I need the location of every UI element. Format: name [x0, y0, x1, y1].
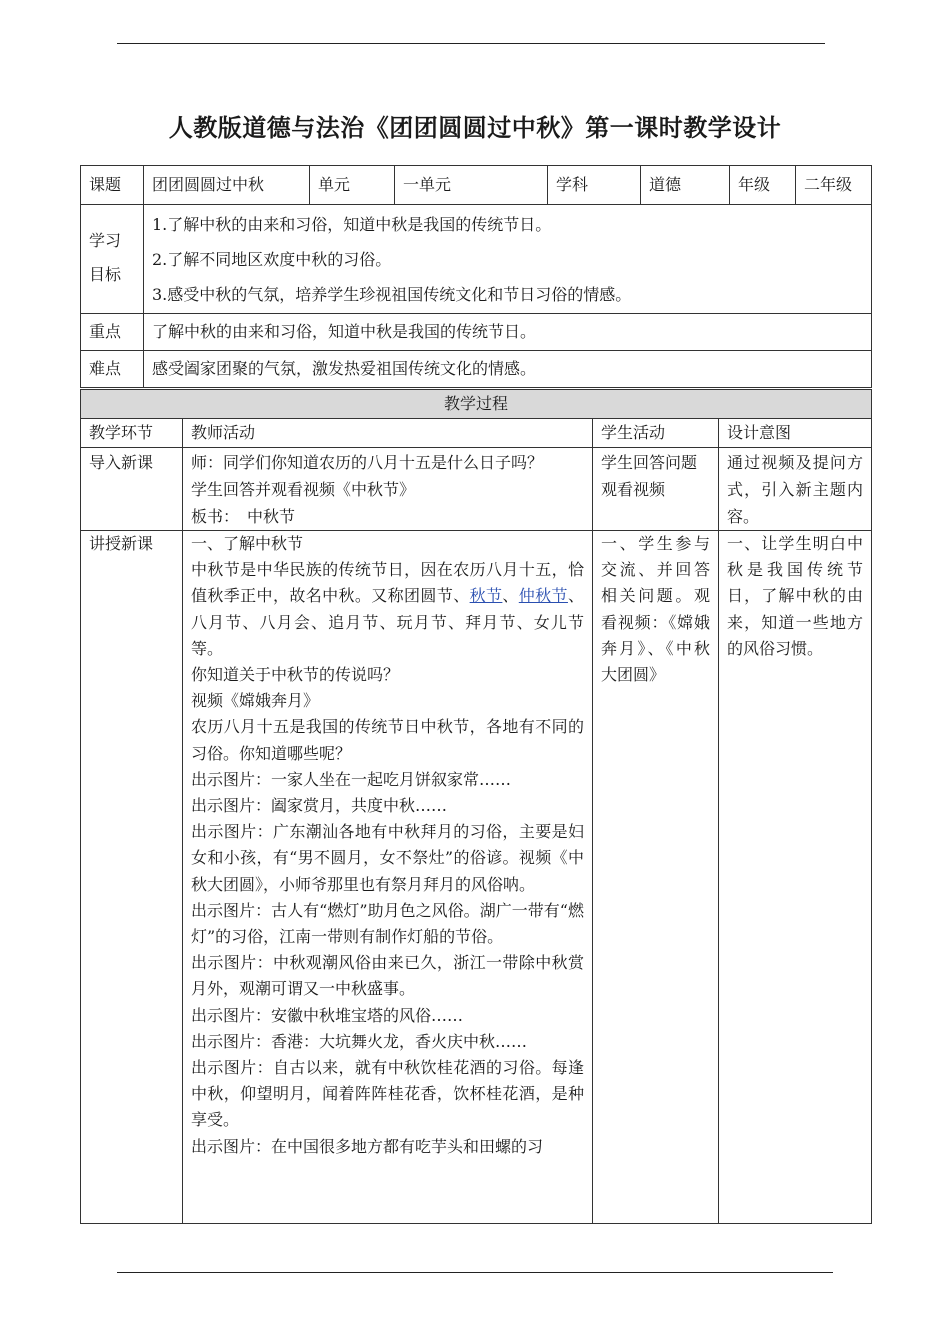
main-row [81, 531, 872, 1224]
goals-label [81, 205, 144, 314]
intro-student-line: 学生回答问题 [601, 453, 698, 472]
main-teacher-line: 出示图片：阖家赏月，共度中秋…… [191, 796, 448, 816]
subject-value: 道德 [641, 166, 730, 205]
difficulty-label: 难点 [81, 351, 144, 388]
main-teacher-line: 出示图片：古人有“燃灯”助月色之风俗。湖广一带有“燃灯”的习俗，江南一带则有制作灯船的节俗。 [191, 900, 584, 947]
intro-teacher-line: 板书： 中秋节 [191, 507, 296, 526]
intro-row [81, 448, 872, 531]
key-point-row [81, 314, 872, 351]
unit-value: 一单元 [395, 166, 548, 205]
intro-teacher [183, 448, 593, 531]
intro-student [593, 448, 719, 531]
intro-teacher-line: 师：同学们你知道农历的八月十五是什么日子吗？ [191, 453, 544, 472]
process-column-headers [81, 419, 872, 448]
link-qiujie[interactable]: 秋节 [469, 586, 503, 606]
grade-label: 年级 [730, 166, 796, 205]
unit-label: 单元 [310, 166, 395, 205]
main-teacher-line: 你知道关于中秋节的传说吗？ [191, 665, 400, 685]
main-teacher-heading: 一、了解中秋节 [191, 534, 304, 553]
subject-label: 学科 [548, 166, 641, 205]
info-header-row [81, 166, 872, 205]
main-teacher-paragraph [191, 557, 584, 662]
main-teacher-text: 、八月节、八月会、追月节、玩月节、拜月节、女儿节等。 [191, 586, 584, 658]
separator: 、 [502, 586, 519, 606]
goals-row [81, 205, 872, 314]
goals-label-line-2: 目标 [89, 265, 122, 284]
topic-value: 团团圆圆过中秋 [144, 166, 310, 205]
goal-item: 1.了解中秋的由来和习俗，知道中秋是我国的传统节日。 [152, 215, 552, 234]
header-rule [117, 43, 825, 44]
grade-value: 二年级 [796, 166, 872, 205]
difficulty-value: 感受阖家团聚的气氛，激发热爱祖国传统文化的情感。 [144, 351, 872, 388]
main-stage: 讲授新课 [81, 531, 183, 1224]
main-teacher-line: 出示图片：安徽中秋堆宝塔的风俗…… [191, 1005, 464, 1025]
main-teacher-line: 出示图片：自古以来，就有中秋饮桂花酒的习俗。每逢中秋，仰望明月，闻着阵阵桂花香，饮杯桂花酒，是种享受。 [191, 1058, 584, 1130]
main-teacher-line: 出示图片：广东潮汕各地有中秋拜月的习俗，主要是妇女和小孩，有“男不圆月，女不祭灶”的俗谚。视频《中秋大团圆》，小师爷那里也有祭月拜月的风俗呐。 [191, 822, 584, 894]
main-intent: 一、让学生明白中秋是我国传统节日，了解中秋的由来，知道一些地方的风俗习惯。 [719, 531, 872, 1224]
intro-stage: 导入新课 [81, 448, 183, 531]
main-teacher-line: 视频《嫦娥奔月》 [191, 691, 320, 711]
goal-item: 2.了解不同地区欢度中秋的习俗。 [152, 250, 392, 269]
process-header: 教学过程 [81, 389, 872, 419]
goals-label-line-1: 学习 [89, 231, 122, 250]
main-teacher-line: 出示图片：一家人坐在一起吃月饼叙家常…… [191, 769, 512, 789]
lesson-info-table [80, 165, 872, 388]
key-value: 了解中秋的由来和习俗，知道中秋是我国的传统节日。 [144, 314, 872, 351]
key-label: 重点 [81, 314, 144, 351]
process-header-row [81, 389, 872, 419]
main-teacher-text: 中秋节是中华民族的传统节日，因在农历八月十五，恰值秋季正中，故名中秋。又称团圆节、 [191, 560, 584, 606]
footer-rule [117, 1272, 833, 1273]
main-teacher-line: 农历八月十五是我国的传统节日中秋节，各地有不同的习俗。你知道哪些呢？ [191, 717, 584, 763]
intro-teacher-line: 学生回答并观看视频《中秋节》 [191, 480, 416, 499]
link-zhongqiujie[interactable]: 仲秋节 [518, 586, 568, 606]
difficulty-row [81, 351, 872, 388]
col-intent: 设计意图 [719, 419, 872, 448]
main-teacher-line: 出示图片：在中国很多地方都有吃芋头和田螺的习 [191, 1136, 544, 1156]
col-student: 学生活动 [593, 419, 719, 448]
col-teacher: 教师活动 [183, 419, 593, 448]
goal-item: 3.感受中秋的气氛，培养学生珍视祖国传统文化和节日习俗的情感。 [152, 285, 632, 304]
topic-label: 课题 [81, 166, 144, 205]
main-teacher-line: 出示图片：中秋观潮风俗由来已久，浙江一带除中秋赏月外，观潮可谓又一中秋盛事。 [191, 953, 584, 999]
intro-student-line: 观看视频 [601, 480, 666, 499]
main-teacher [183, 531, 593, 1224]
col-stage: 教学环节 [81, 419, 183, 448]
document-title: 人教版道德与法治《团团圆圆过中秋》第一课时教学设计 [168, 114, 782, 142]
main-student: 一、学生参与交流、并回答相关问题。观看视频：《嫦娥奔月》、《中秋大团圆》 [593, 531, 719, 1224]
teaching-process-table [80, 387, 872, 1224]
goals-content [144, 205, 872, 314]
intro-intent: 通过视频及提问方式，引入新主题内容。 [719, 448, 872, 531]
main-teacher-line: 出示图片：香港：大坑舞火龙，香火庆中秋…… [191, 1031, 528, 1051]
